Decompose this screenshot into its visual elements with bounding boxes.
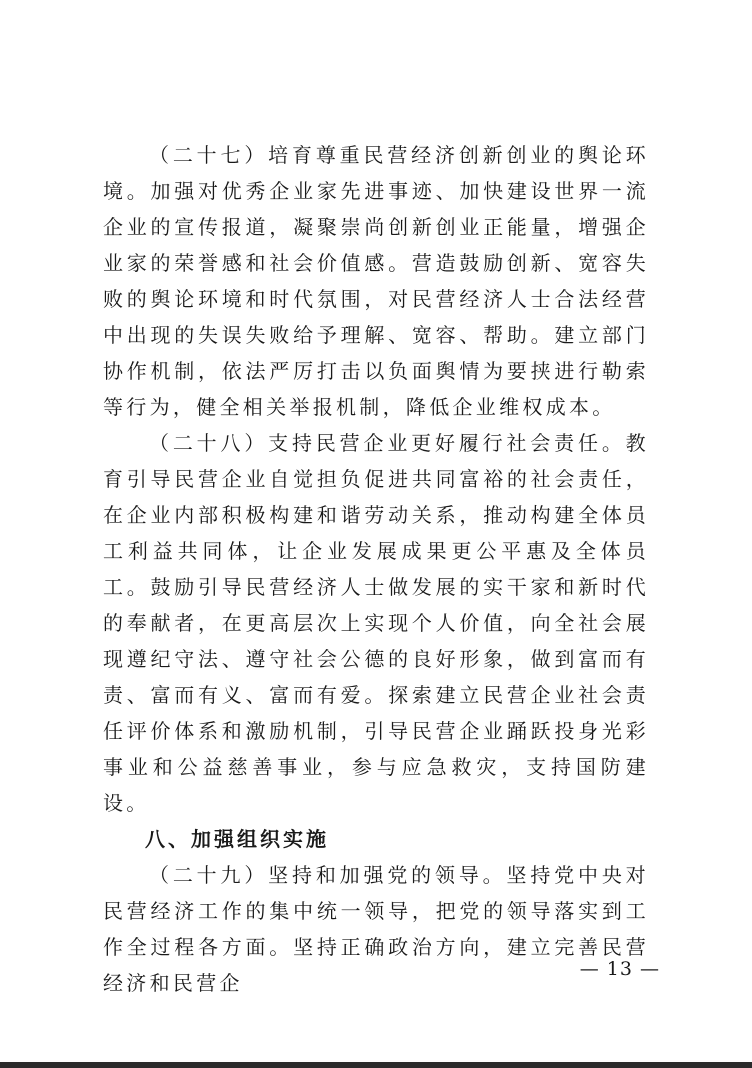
page-bottom-edge	[0, 1062, 752, 1068]
paragraph-28: （二十八）支持民营企业更好履行社会责任。教育引导民营企业自觉担负促进共同富裕的社会责任，在企业内部积极构建和谐劳动关系，推动构建全体员工利益共同体，让企业发展成果更公平惠及全体员工。鼓励引导民营经济人士做发展的实干家和新时代的奉献者，在更高层次上实现个人价值，向全社会展现遵纪守法、遵守社会公德的良好形象，做到富而有责、富而有义、富而有爱。探索建立民营企业社会责任评价体系和激励机制，引导民营企业踊跃投身光彩事业和公益慈善事业，参与应急救灾，支持国防建设。	[103, 431, 649, 815]
page-number: — 13 —	[579, 958, 660, 980]
paragraph-27: （二十七）培育尊重民营经济创新创业的舆论环境。加强对优秀企业家先进事迹、加快建设世界一流企业的宣传报道，凝聚崇尚创新创业正能量，增强企业家的荣誉感和社会价值感。营造鼓励创新、宽容失败的舆论环境和时代氛围，对民营经济人士合法经营中出现的失误失败给予理解、宽容、帮助。建立部门协作机制，依法严厉打击以负面舆情为要挟进行勒索等行为，健全相关举报机制，降低企业维权成本。	[103, 143, 649, 419]
section-heading: 八、加强组织实施	[145, 827, 329, 851]
document-body	[103, 137, 649, 1001]
paragraph-29: （二十九）坚持和加强党的领导。坚持党中央对民营经济工作的集中统一领导，把党的领导落实到工作全过程各方面。坚持正确政治方向，建立完善民营经济和民营企	[103, 863, 649, 995]
